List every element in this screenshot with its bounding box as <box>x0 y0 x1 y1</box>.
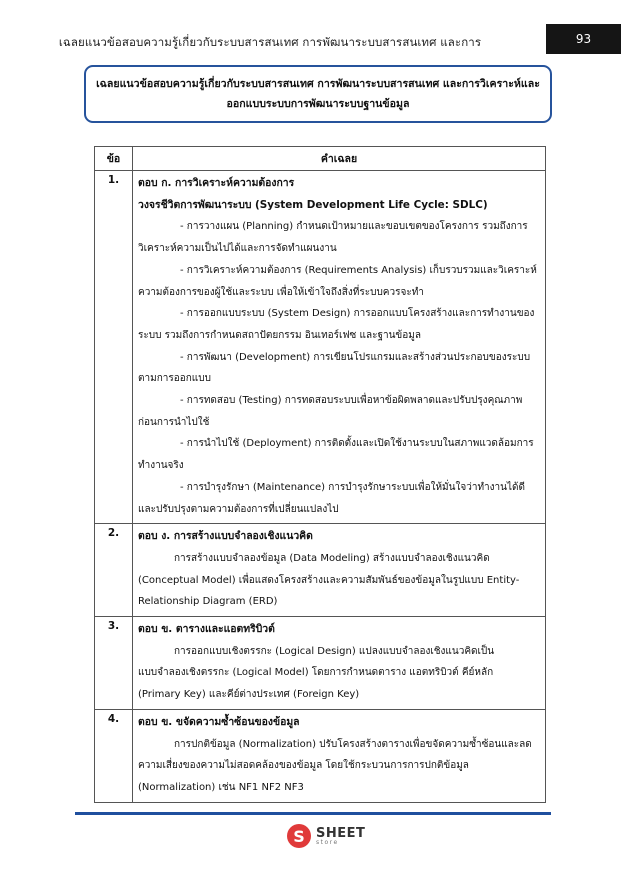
answer-heading: ตอบ ข. ตารางและแอตทริบิวต์ <box>138 623 275 636</box>
answer-table <box>94 146 546 803</box>
answer-text-line: ระบบ รวมถึงการกำหนดสถาปัตยกรรม อินเทอร์เฟซ และฐานข้อมูล <box>138 329 421 341</box>
page-number: 93 <box>575 32 592 46</box>
answer-row-2 <box>95 524 546 617</box>
logo-mark-icon: S <box>287 824 311 848</box>
row-number: 4. <box>95 709 133 802</box>
answer-text-line: (Primary Key) และคีย์ต่างประเทศ (Foreign Key) <box>138 689 360 701</box>
answer-text-line: แบบจำลองเชิงตรรกะ (Logical Model) โดยการกำหนดตาราง แอตทริบิวต์ คีย์หลัก <box>138 667 494 679</box>
answer-text-line: วิเคราะห์ความเป็นไปได้และการจัดทำแผนงาน <box>138 243 337 255</box>
answer-cell <box>133 171 546 524</box>
logo-text <box>316 827 365 846</box>
answer-cell <box>133 709 546 802</box>
answer-text-line: การปกติข้อมูล (Normalization) ปรับโครงสร้างตารางเพื่อขจัดความซ้ำซ้อนและลด <box>174 738 532 750</box>
answer-text-line: - การออกแบบระบบ (System Design) การออกแบบโครงสร้างและการทำงานของ <box>180 308 535 320</box>
page-number-badge <box>546 24 621 54</box>
answer-table-header-row <box>95 147 546 171</box>
row-number: 3. <box>95 617 133 710</box>
answer-text-line: และปรับปรุงตามความต้องการที่เปลี่ยนแปลงไป <box>138 503 339 515</box>
row-number: 2. <box>95 524 133 617</box>
answer-row-1 <box>95 171 546 524</box>
answer-cell <box>133 617 546 710</box>
answer-subheading: วงจรชีวิตการพัฒนาระบบ (System Development Life Cycle: SDLC) <box>138 198 488 211</box>
row-number: 1. <box>95 171 133 524</box>
section-title-box <box>84 65 552 123</box>
sheet-store-logo <box>287 824 365 848</box>
answer-text-line: (Normalization) เช่น NF1 NF2 NF3 <box>138 781 304 793</box>
section-title-line-1: เฉลยแนวข้อสอบความรู้เกี่ยวกับระบบสารสนเทศ การพัฒนาระบบสารสนเทศ และการวิเคราะห์และ <box>96 78 540 90</box>
answer-cell <box>133 524 546 617</box>
answer-text-line: - การทดสอบ (Testing) การทดสอบระบบเพื่อหาข้อผิดพลาดและปรับปรุงคุณภาพ <box>180 395 523 407</box>
logo-sub-text: store <box>316 838 339 846</box>
column-header-answer: คำเฉลย <box>133 147 546 171</box>
answer-heading: ตอบ ง. การสร้างแบบจำลองเชิงแนวคิด <box>138 530 313 543</box>
answer-text-line: ความต้องการของผู้ใช้และระบบ เพื่อให้เข้าใจถึงสิ่งที่ระบบควรจะทำ <box>138 286 424 298</box>
answer-row-3 <box>95 617 546 710</box>
answer-text-line: (Conceptual Model) เพื่อแสดงโครงสร้างและความสัมพันธ์ของข้อมูลในรูปแบบ Entity- <box>138 574 520 586</box>
section-title-line-2: ออกแบบระบบการพัฒนาระบบฐานข้อมูล <box>226 98 410 110</box>
column-header-number: ข้อ <box>95 147 133 171</box>
answer-text-line: ก่อนการนำไปใช้ <box>138 416 210 428</box>
answer-row-4 <box>95 709 546 802</box>
answer-heading: ตอบ ข. ขจัดความซ้ำซ้อนของข้อมูล <box>138 715 300 728</box>
answer-text-line: - การวิเคราะห์ความต้องการ (Requirements Analysis) เก็บรวบรวมและวิเคราะห์ <box>180 264 537 276</box>
answer-text-line: ตามการออกแบบ <box>138 373 211 385</box>
footer-divider <box>75 812 551 815</box>
answer-text-line: ความเสี่ยงของความไม่สอดคล้องของข้อมูล โดยใช้กระบวนการการปกติข้อมูล <box>138 760 469 772</box>
answer-text-line: - การบำรุงรักษา (Maintenance) การบำรุงรักษาระบบเพื่อให้มั่นใจว่าทำงานได้ดี <box>180 481 526 493</box>
answer-text-line: การออกแบบเชิงตรรกะ (Logical Design) แปลงแบบจำลองเชิงแนวคิดเป็น <box>174 645 495 657</box>
answer-heading: ตอบ ก. การวิเคราะห์ความต้องการ <box>138 177 295 189</box>
answer-text-line: ทำงานจริง <box>138 460 184 472</box>
answer-text-line: การสร้างแบบจำลองข้อมูล (Data Modeling) สร้างแบบจำลองเชิงแนวคิด <box>174 552 490 564</box>
logo-main-text: SHEET <box>316 825 366 841</box>
answer-text-line: - การนำไปใช้ (Deployment) การติดตั้งและเปิดใช้งานระบบในสภาพแวดล้อมการ <box>180 438 534 450</box>
answer-text-line: Relationship Diagram (ERD) <box>138 596 278 608</box>
running-header-title: เฉลยแนวข้อสอบความรู้เกี่ยวกับระบบสารสนเทศ การพัฒนาระบบสารสนเทศ และการ <box>58 35 482 49</box>
answer-text-line: - การพัฒนา (Development) การเขียนโปรแกรมและสร้างส่วนประกอบของระบบ <box>180 351 531 363</box>
answer-text-line: - การวางแผน (Planning) กำหนดเป้าหมายและขอบเขตของโครงการ รวมถึงการ <box>180 221 528 233</box>
